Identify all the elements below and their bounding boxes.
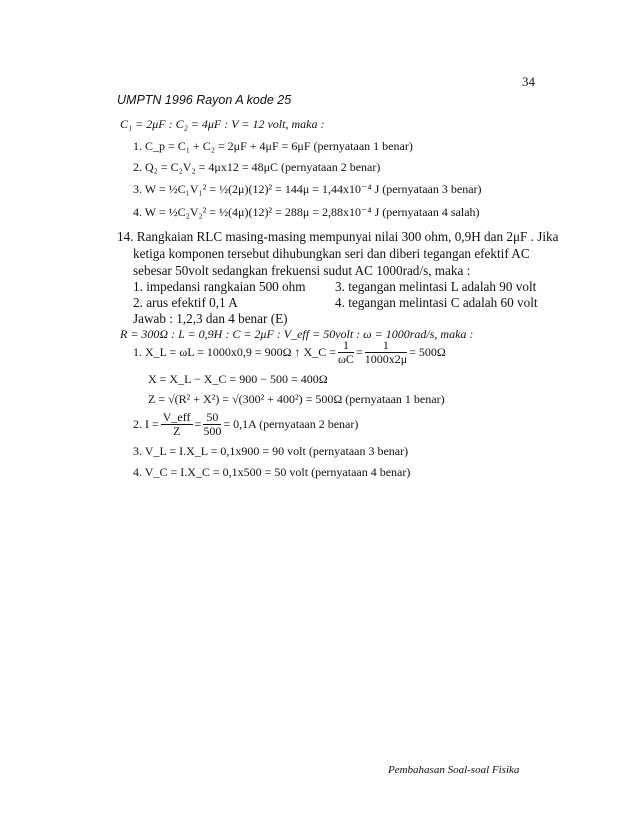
fraction-numerator: 1: [365, 339, 407, 353]
solution-given: R = 300Ω : L = 0,9H : C = 2μF : V_eff = 50volt : ω = 1000rad/s, maka :: [120, 327, 474, 341]
fraction-xc-2: [365, 339, 407, 366]
equals-sign: =: [194, 416, 202, 431]
option-4: 4. tegangan melintasi C adalah 60 volt: [335, 295, 538, 310]
fraction-denominator: 1000x2μ: [364, 351, 408, 366]
problem-14-line-3: sebesar 50volt sedangkan frekuensi sudut AC 1000rad/s, maka :: [133, 263, 471, 278]
fraction-denominator: 500: [203, 423, 222, 438]
page-number: 34: [522, 74, 535, 89]
section-header: UMPTN 1996 Rayon A kode 25: [117, 93, 292, 107]
problem-14-line-1: 14. Rangkaian RLC masing-masing mempunyai nilai 300 ohm, 0,9H dan 2μF . Jika: [117, 229, 559, 244]
fraction-current-2: [203, 411, 221, 438]
solution-step-1: [133, 336, 446, 368]
step-2-text: 2. I =: [133, 416, 159, 431]
step-2-result: = 0,1A (pernyataan 2 benar): [223, 416, 359, 431]
prev-line-2: 2. Q₂ = C₂V₂ = 4μx12 = 48μC (pernyataan 2 benar): [133, 160, 381, 174]
prev-line-1: 1. C_p = C₁ + C₂ = 2μF + 4μF = 6μF (pernyataan 1 benar): [133, 139, 413, 153]
fraction-numerator: V_eff: [162, 409, 191, 424]
equals-sign: =: [355, 344, 363, 359]
fraction-denominator: Z: [172, 423, 181, 438]
step-1-result: = 500Ω: [409, 344, 446, 359]
solution-impedance: Z = √(R² + X²) = √(300² + 400²) = 500Ω (pernyataan 1 benar): [148, 392, 445, 406]
fraction-numerator: 1: [338, 339, 354, 353]
option-1: 1. impedansi rangkaian 500 ohm: [133, 279, 306, 294]
solution-step-3: 3. V_L = I.X_L = 0,1x900 = 90 volt (pernyataan 3 benar): [133, 444, 409, 458]
fraction-denominator: ωC: [338, 351, 354, 366]
problem-14-line-2: ketiga komponen tersebut dihubungkan seri dan diberi tegangan efektif AC: [133, 246, 530, 261]
step-1-text: 1. X_L = ωL = 1000x0,9 = 900Ω ↑ X_C =: [133, 344, 336, 359]
fraction-numerator: 50: [203, 411, 221, 425]
fraction-current-1: [161, 411, 193, 438]
prev-line-4: 4. W = ½C₂V₂² = ½(4μ)(12)² = 288μ = 2,88x10⁻⁴ J (pernyataan 4 salah): [133, 205, 480, 219]
solution-step-2: [133, 408, 358, 440]
page-footer: Pembahasan Soal-soal Fisika: [388, 764, 520, 776]
fraction-xc-1: [338, 339, 354, 366]
prev-line-3: 3. W = ½C₁V₁² = ½(2μ)(12)² = 144μ = 1,44x10⁻⁴ J (pernyataan 3 benar): [133, 182, 482, 196]
solution-step-4: 4. V_C = I.X_C = 0,1x500 = 50 volt (pernyataan 4 benar): [133, 465, 411, 479]
answer: Jawab : 1,2,3 dan 4 benar (E): [133, 311, 288, 326]
solution-reactance: X = X_L − X_C = 900 − 500 = 400Ω: [148, 372, 328, 386]
prev-given: C₁ = 2μF : C₂ = 4μF : V = 12 volt, maka :: [120, 117, 325, 131]
option-2: 2. arus efektif 0,1 A: [133, 295, 238, 310]
option-3: 3. tegangan melintasi L adalah 90 volt: [335, 279, 537, 294]
